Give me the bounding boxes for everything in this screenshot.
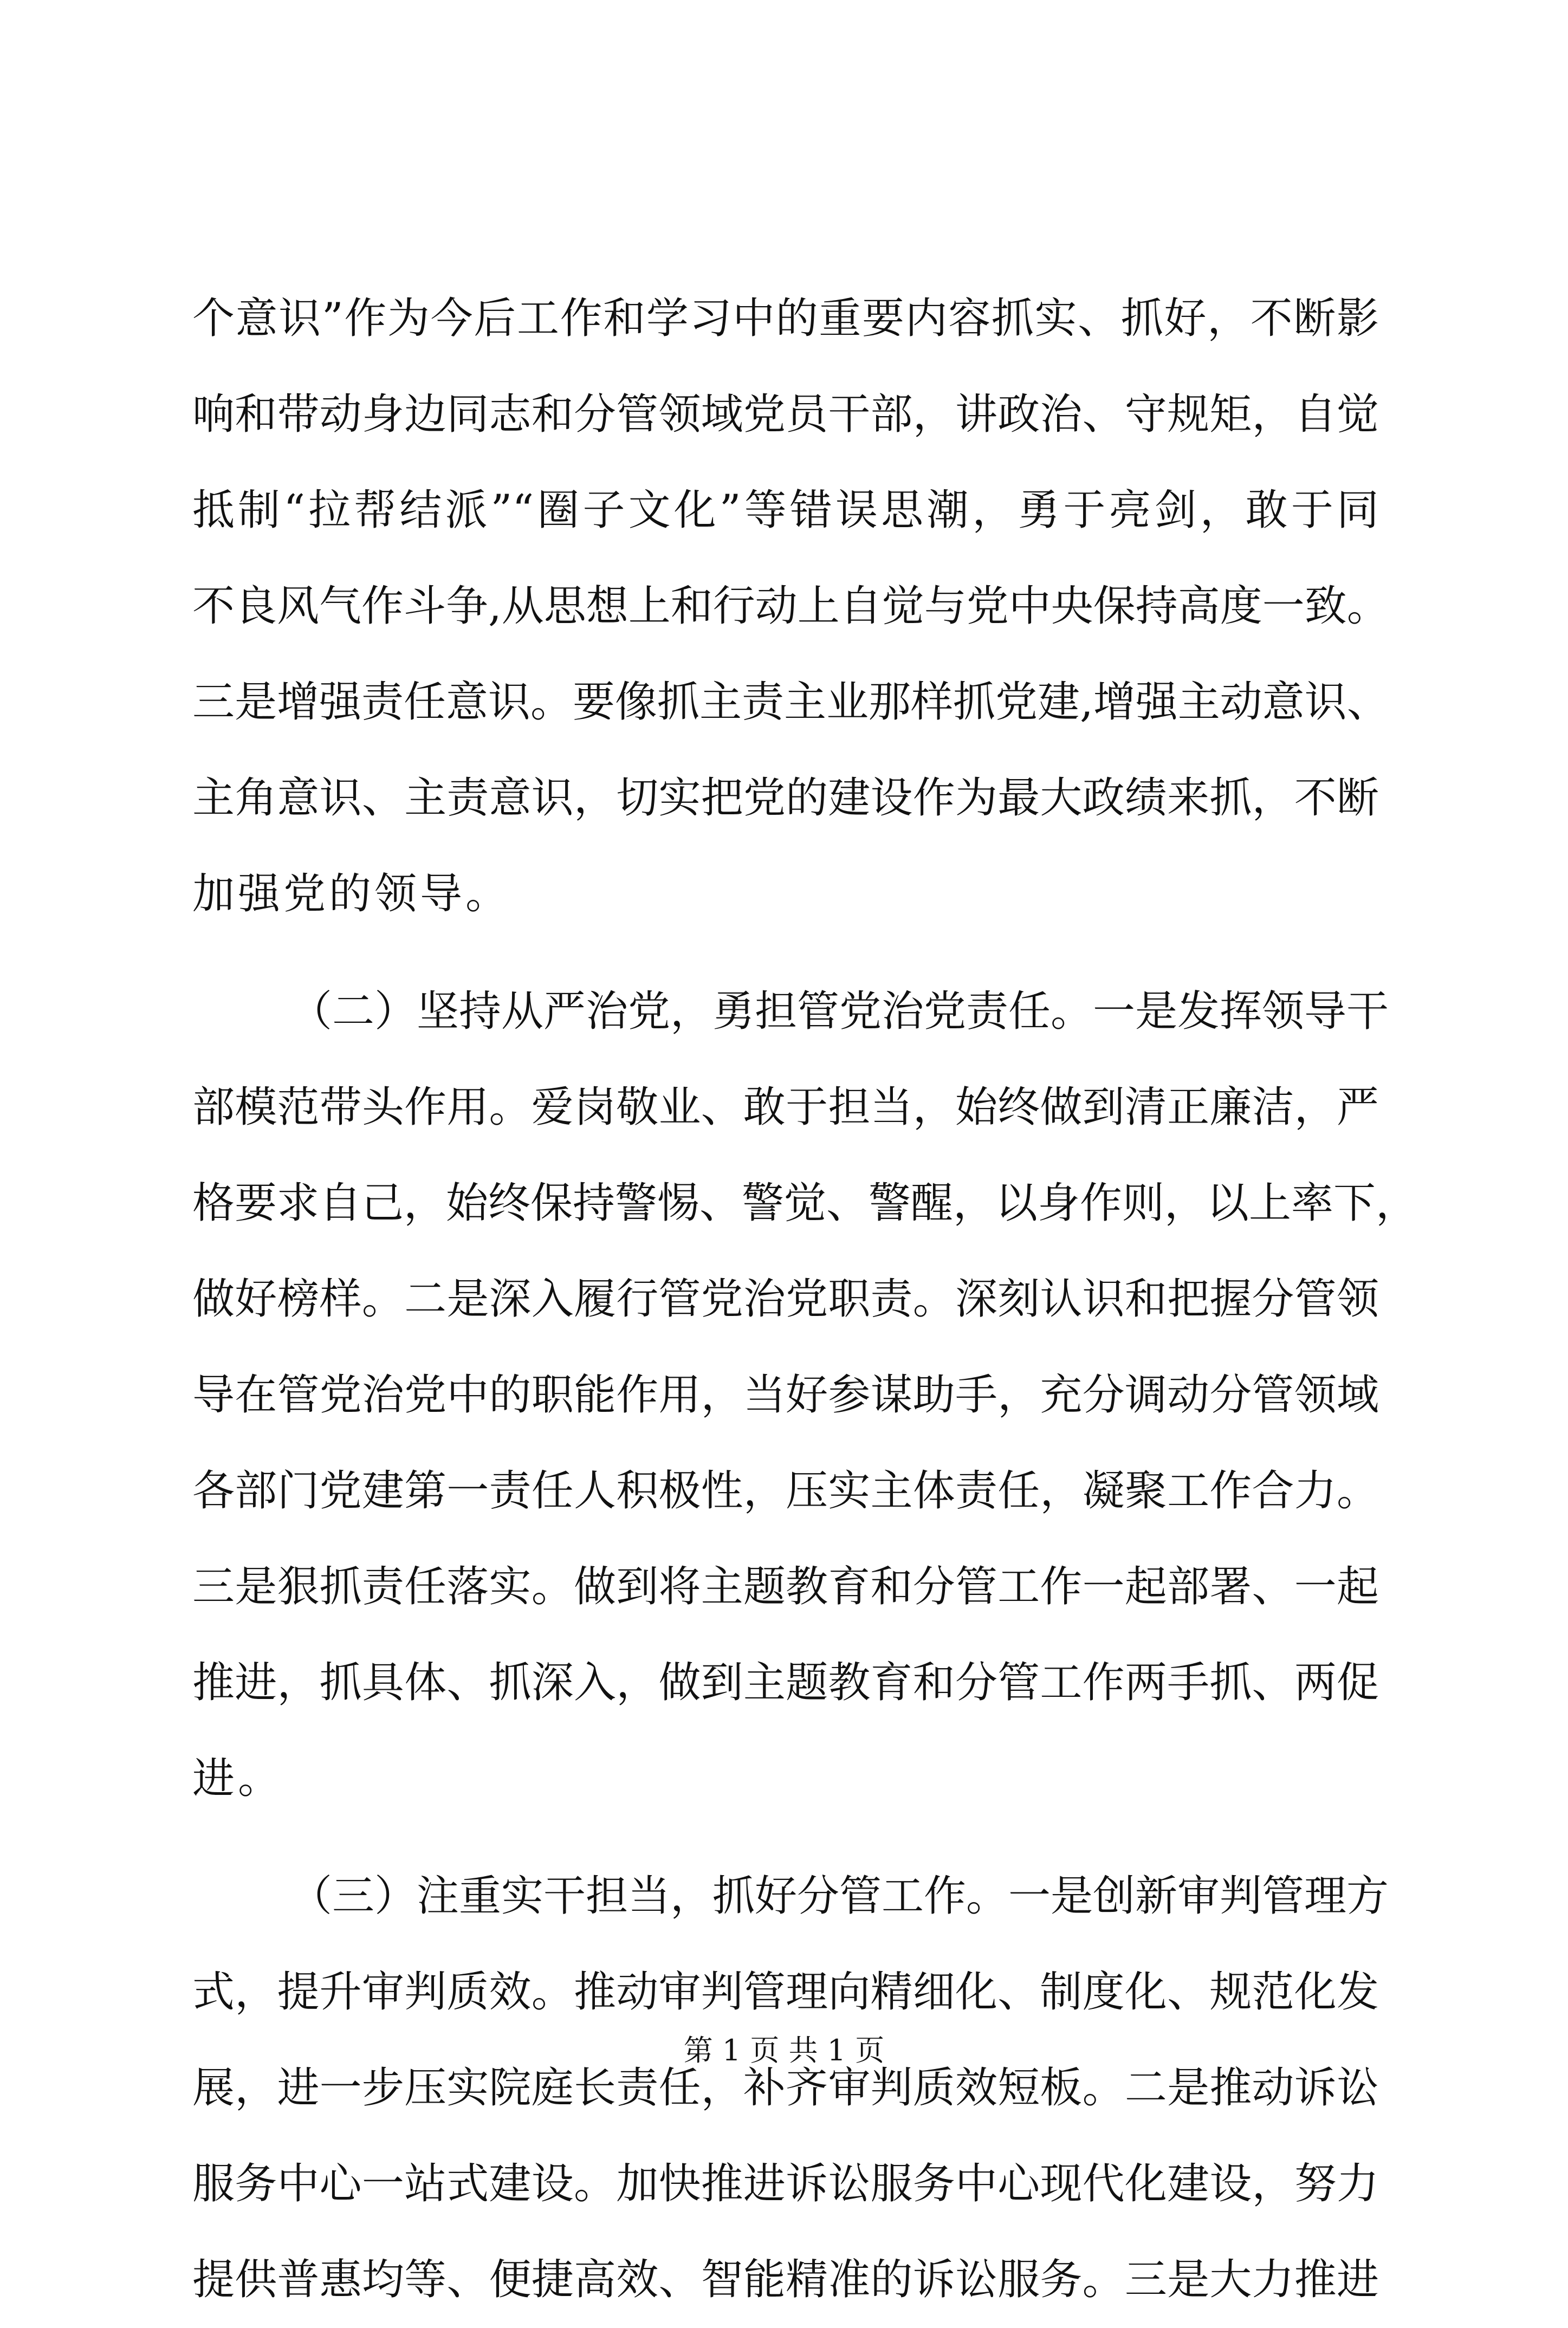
paragraph-2 xyxy=(192,964,1418,1827)
text-line: 进。 xyxy=(192,1754,284,1803)
text-line: 抵制“拉帮结派”“圈子文化”等错误思潮，勇于亮剑，敢于同 xyxy=(192,486,1379,535)
text-line: 式，提升审判质效。推动审判管理向精细化、制度化、规范化发 xyxy=(192,1968,1379,2016)
text-line: 提供普惠均等、便捷高效、智能精准的诉讼服务。三是大力推进 xyxy=(192,2255,1379,2304)
document-body xyxy=(192,271,1418,2328)
text-line: 不良风气作斗争,从思想上和行动上自觉与党中央保持高度一致。 xyxy=(192,582,1389,631)
text-line: （二）坚持从严治党，勇担管党治党责任。一是发挥领导干 xyxy=(290,987,1389,1036)
page-footer: 第 1 页 共 1 页 xyxy=(683,2033,885,2067)
text-line: （三）注重实干担当，抓好分管工作。一是创新审判管理方 xyxy=(290,1872,1389,1921)
text-line: 导在管党治党中的职能作用，当好参谋助手，充分调动分管领域 xyxy=(192,1371,1379,1419)
text-line: 个意识”作为今后工作和学习中的重要内容抓实、抓好，不断影 xyxy=(192,294,1379,343)
text-line: 服务中心一站式建设。加快推进诉讼服务中心现代化建设，努力 xyxy=(192,2160,1379,2208)
paragraph-1 xyxy=(192,271,1389,942)
text-line: 主角意识、主责意识，切实把党的建设作为最大政绩来抓，不断 xyxy=(192,774,1379,822)
text-line: 展，进一步压实院庭长责任，补齐审判质效短板。二是推动诉讼 xyxy=(192,2064,1379,2112)
text-line: 三是狠抓责任落实。做到将主题教育和分管工作一起部署、一起 xyxy=(192,1562,1379,1611)
text-line: 各部门党建第一责任人积极性，压实主体责任，凝聚工作合力。 xyxy=(192,1467,1379,1515)
text-line: 做好榜样。二是深入履行管党治党职责。深刻认识和把握分管领 xyxy=(192,1275,1379,1324)
text-line: 推进，抓具体、抓深入，做到主题教育和分管工作两手抓、两促 xyxy=(192,1658,1379,1707)
text-line: 加强党的领导。 xyxy=(192,870,511,918)
text-line: 部模范带头作用。爱岗敬业、敢于担当，始终做到清正廉洁，严 xyxy=(192,1083,1379,1132)
text-line: 格要求自己，始终保持警惕、警觉、警醒，以身作则，以上率下， xyxy=(192,1179,1418,1228)
text-line: 三是增强责任意识。要像抓主责主业那样抓党建,增强主动意识、 xyxy=(192,678,1389,727)
text-line: 响和带动身边同志和分管领域党员干部，讲政治、守规矩，自觉 xyxy=(192,390,1379,439)
paragraph-3 xyxy=(192,1849,1389,2328)
